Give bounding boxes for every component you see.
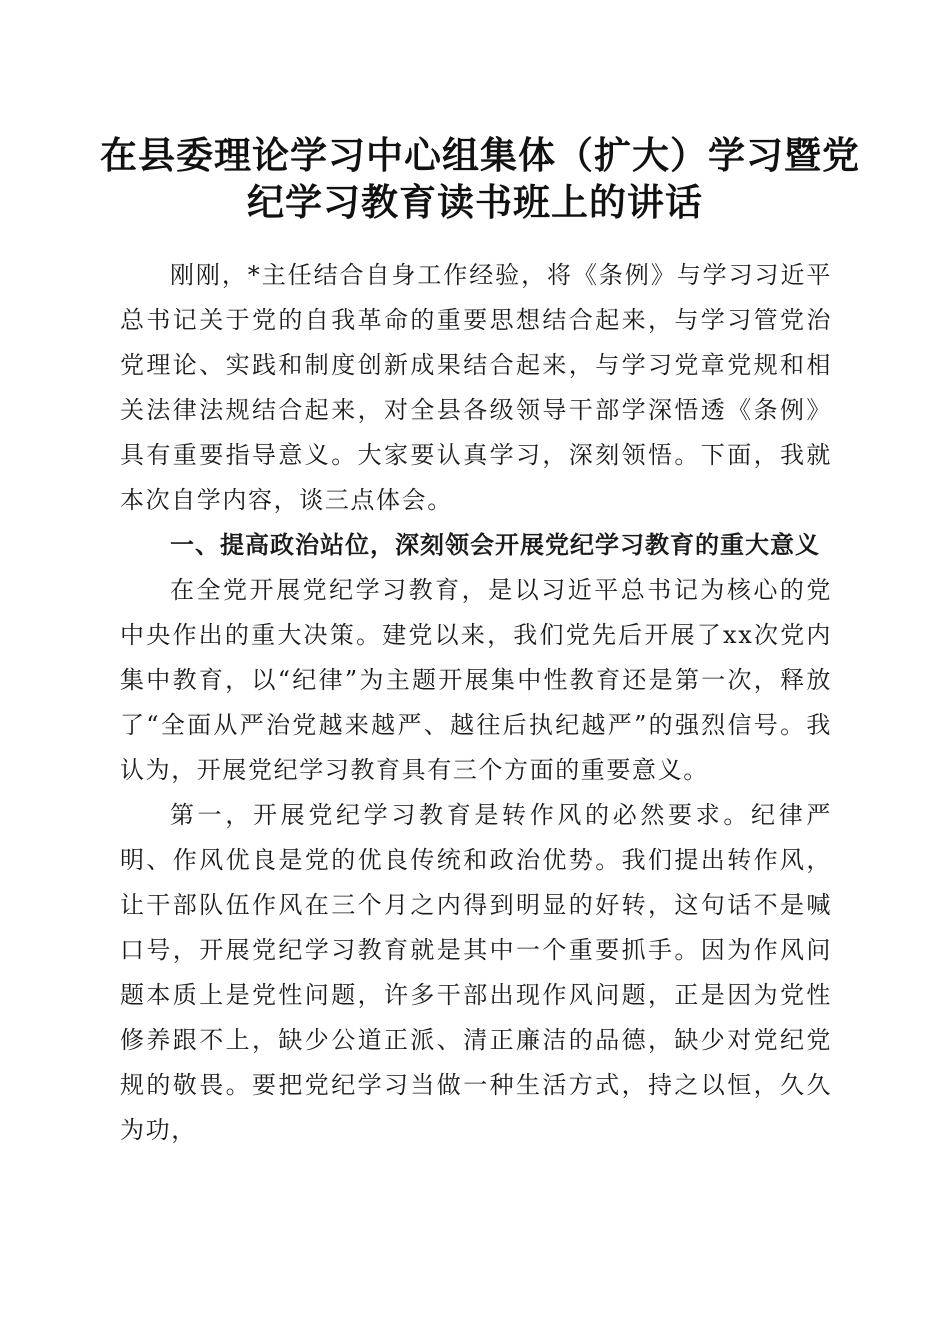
document-title [100,132,860,226]
document-body [120,253,832,1153]
paragraph-section-1: 在全党开展党纪学习教育，是以习近平总书记为核心的党中央作出的重大决策。建党以来，我们党先后开展了xx次党内集中教育，以“纪律”为主题开展集中性教育还是第一次，释放了“全面从严治党越来越严、越往后执纪越严”的强烈信号。我认为，开展党纪学习教育具有三个方面的重要意义。 [120,576,832,784]
paragraph-intro: 刚刚，*主任结合自身工作经验，将《条例》与学习习近平总书记关于党的自我革命的重要思想结合起来，与学习管党治党理论、实践和制度创新成果结合起来，与学习党章党规和相关法律法规结合起来，对全县各级领导干部学深悟透《条例》具有重要指导意义。大家要认真学习，深刻领悟。下面，我就本次自学内容，谈三点体会。 [120,261,832,514]
title-line-2: 纪学习教育读书班上的讲话 [247,180,703,224]
section-heading-1: 一、提高政治站位，深刻领会开展党纪学习教育的重大意义 [170,531,820,559]
title-line-1: 在县委理论学习中心组集体（扩大）学习暨党 [100,133,860,177]
paragraph-first-point: 第一，开展党纪学习教育是转作风的必然要求。纪律严明、作风优良是党的优良传统和政治优势。我们提出转作风，让干部队伍作风在三个月之内得到明显的好转，这句话不是喊口号，开展党纪学习教育就是其中一个重要抓手。因为作风问题本质上是党性问题，许多干部出现作风问题，正是因为党性修养跟不上，缺少公道正派、清正廉洁的品德，缺少对党纪党规的敬畏。要把党纪学习当做一种生活方式，持之以恒，久久为功， [120,801,832,1144]
